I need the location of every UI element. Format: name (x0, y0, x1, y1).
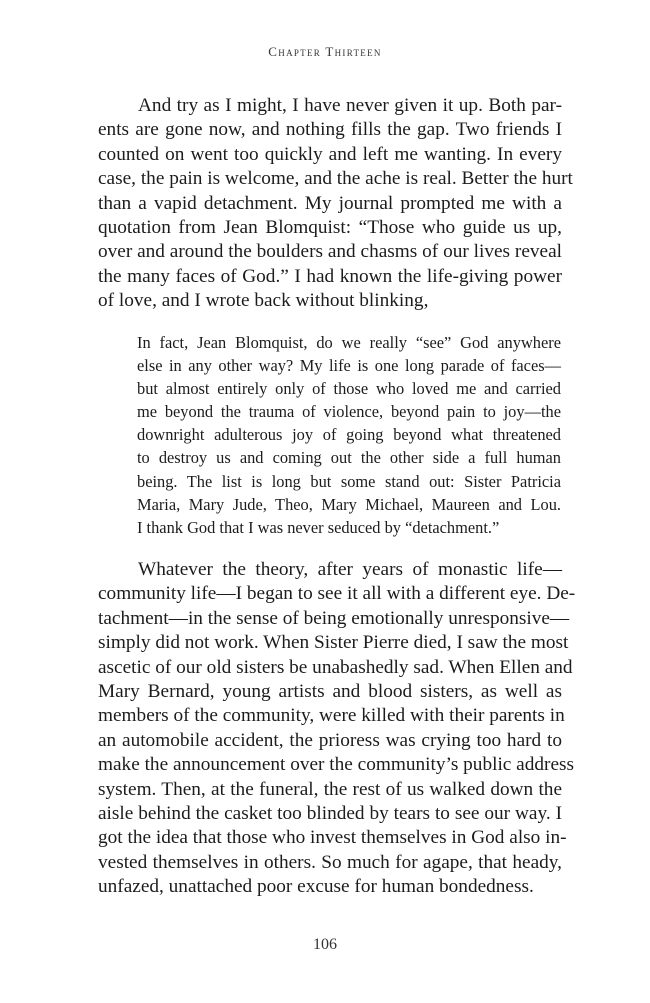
block-quote (137, 331, 561, 539)
quote-line: In fact, Jean Blomquist, do we really “see” God anywhere (137, 333, 561, 352)
quote-line: I thank God that I was never seduced by “detachment.” (137, 517, 500, 537)
text-line: than a vapid detachment. My journal prompted me with a (98, 192, 562, 214)
body-paragraph-1 (98, 94, 573, 314)
text-line: case, the pain is welcome, and the ache is real. Better the hurt (98, 168, 573, 190)
text-line: And try as I might, I have never given it up. Both par- (138, 95, 562, 116)
text-line: community life—I began to see it all with a different eye. De- (98, 583, 576, 605)
quote-line: downright adulterous joy of going beyond what threatened (137, 425, 561, 445)
text-line: an automobile accident, the prioress was crying too hard to (98, 729, 562, 751)
text-line: counted on went too quickly and left me wanting. In every (98, 143, 562, 165)
running-head: Chapter Thirteen (268, 44, 382, 59)
quote-line: Maria, Mary Jude, Theo, Mary Michael, Maureen and Lou. (137, 494, 561, 514)
quote-line: else in any other way? My life is one long parade of faces— (137, 356, 561, 376)
text-line: over and around the boulders and chasms of our lives reveal (98, 241, 562, 263)
text-line: ascetic of our old sisters be unabashedly sad. When Ellen and (98, 656, 573, 678)
text-line: quotation from Jean Blomquist: “Those who guide us up, (98, 217, 562, 239)
text-line: tachment—in the sense of being emotionally unresponsive— (98, 607, 570, 629)
text-line: got the idea that those who invest themselves in God also in- (98, 827, 567, 849)
text-line: ents are gone now, and nothing fills the gap. Two friends I (98, 119, 562, 141)
text-line: make the announcement over the community’s public address (98, 754, 575, 776)
text-line: aisle behind the casket too blinded by tears to see our way. I (98, 803, 562, 825)
text-line: vested themselves in others. So much for agape, that heady, (98, 851, 562, 873)
quote-line: but almost entirely only of those who loved me and carried (137, 379, 561, 399)
body-paragraph-2 (98, 558, 576, 900)
text-line: Mary Bernard, young artists and blood sisters, as well as (98, 681, 562, 703)
text-line: of love, and I wrote back without blinking, (98, 290, 429, 312)
quote-line: being. The list is long but some stand out: Sister Patricia (137, 471, 561, 491)
text-line: Whatever the theory, after years of monastic life— (138, 559, 562, 580)
text-line: system. Then, at the funeral, the rest of us walked down the (98, 778, 562, 800)
text-line: unfazed, unattached poor excuse for human bondedness. (98, 876, 534, 898)
quote-line: to destroy us and coming out the other side a full human (137, 448, 561, 468)
text-line: the many faces of God.” I had known the life-giving power (98, 265, 562, 287)
text-line: simply did not work. When Sister Pierre died, I saw the most (98, 632, 569, 654)
quote-line: me beyond the trauma of violence, beyond pain to joy—the (137, 402, 561, 422)
text-line: members of the community, were killed with their parents in (98, 705, 565, 727)
page-number: 106 (313, 936, 337, 953)
